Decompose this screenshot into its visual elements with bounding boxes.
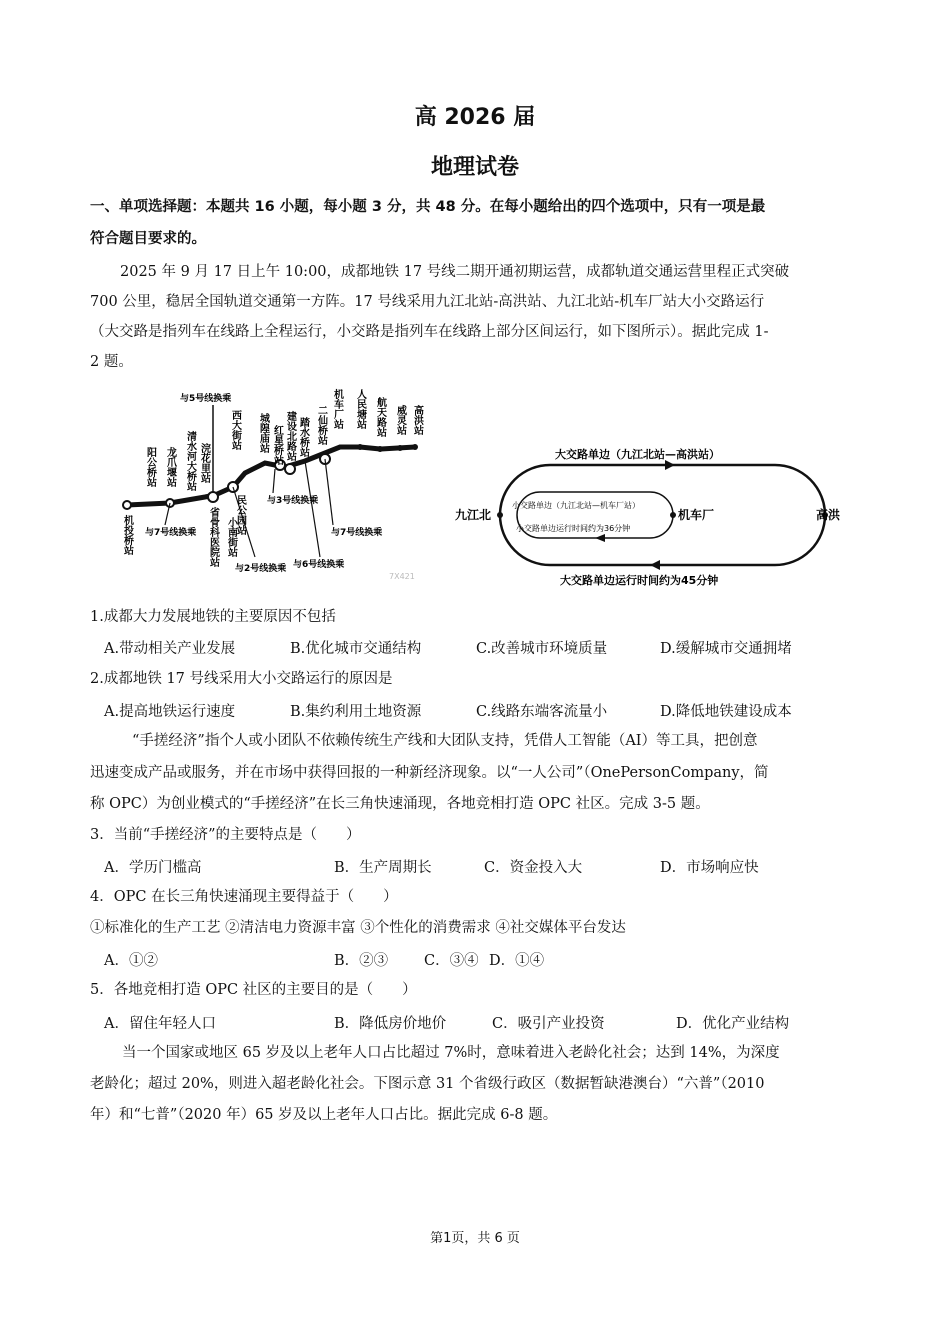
section-heading-line2: 符合题目要求的。: [90, 231, 206, 247]
exam-subtitle: 地理试卷: [430, 155, 519, 180]
passage3-line2: 老龄化；超过 20%，则进入超老龄化社会。下图示意 31 个省级行政区（数据暂缺港澳台）“六普”（2010: [90, 1076, 765, 1092]
arrow-icon: [650, 560, 660, 570]
question-5-stem: 5．各地竞相打造 OPC 社区的主要目的是（ ）: [90, 982, 417, 998]
map-watermark: 7X421: [389, 572, 415, 581]
big-route-label: 大交路单边（九江北站—高洪站）: [555, 448, 720, 461]
option-d[interactable]: D．优化产业结构: [676, 1016, 790, 1032]
station-label: 航天路站: [374, 397, 386, 437]
transfer-label-line6: 与6号线换乘: [293, 560, 345, 570]
station-label: 二仙桥站: [315, 405, 327, 445]
station-marker: [377, 446, 383, 452]
station-label: 民公园站: [234, 495, 246, 535]
arrow-icon: [595, 534, 605, 542]
transfer-label-line5: 与5号线换乘: [180, 394, 232, 404]
question-2-stem: 2.成都地铁 17 号线采用大小交路运行的原因是: [90, 671, 393, 687]
station-jichechang: 机车厂: [678, 508, 715, 522]
station-marker: [497, 512, 503, 518]
transfer-label-line7b: 与7号线换乘: [331, 528, 383, 538]
transfer-line-7b: [325, 459, 333, 525]
option-a[interactable]: A．①②: [104, 953, 158, 969]
question-4-items: ①标准化的生产工艺 ②清洁电力资源丰富 ③个性化的消费需求 ④社交媒体平台发达: [90, 920, 626, 936]
option-a[interactable]: A．留住年轻人口: [104, 1016, 216, 1032]
big-route-loop: [500, 465, 825, 565]
option-d[interactable]: D．①④: [489, 953, 545, 969]
station-label: 建设北路站: [284, 411, 296, 461]
station-marker: [208, 492, 218, 502]
passage1-line4: 2 题。: [90, 354, 133, 370]
small-route-time: 小交路单边运行时间约为36分钟: [516, 524, 631, 533]
exam-title: 高 2026 届: [414, 105, 536, 130]
station-label: 清水河大桥站: [184, 431, 196, 491]
station-label: 省骨科医院站: [207, 507, 219, 567]
option-b[interactable]: B.集约利用土地资源: [290, 704, 422, 720]
station-label: 小南街站: [225, 517, 237, 557]
big-route-time: 大交路单边运行时间约为45分钟: [560, 574, 719, 587]
station-jiujiangbei: 九江北: [455, 508, 492, 522]
station-label: 城隍庙站: [257, 413, 269, 453]
transfer-label-line2: 与2号线换乘: [235, 564, 287, 574]
passage2-line1: “手搓经济”指个人或小团队不依赖传统生产线和大团队支持，凭借人工智能（AI）等工具，把创意: [132, 733, 758, 749]
option-d[interactable]: D.降低地铁建设成本: [660, 704, 792, 720]
transfer-label-line7: 与7号线换乘: [145, 528, 197, 538]
option-c[interactable]: C．资金投入大: [484, 860, 583, 876]
arrow-icon: [665, 460, 675, 470]
transfer-line-6: [305, 461, 320, 557]
option-a[interactable]: A．学历门槛高: [104, 860, 202, 876]
station-label: 西大街站: [229, 410, 241, 450]
route-diagram: [450, 440, 850, 590]
option-c[interactable]: C．吸引产业投资: [492, 1016, 605, 1032]
option-b[interactable]: B．②③: [334, 953, 389, 969]
option-a[interactable]: A.提高地铁运行速度: [104, 704, 236, 720]
question-1-stem: 1.成都大力发展地铁的主要原因不包括: [90, 609, 336, 625]
station-gaohong: 高洪: [816, 508, 841, 522]
section-heading-line1: 一、单项选择题：本题共 16 小题，每小题 3 分，共 48 分。在每小题给出的四个选项中，只有一项是最: [90, 199, 766, 215]
station-marker: [357, 444, 363, 450]
station-marker: [670, 512, 676, 518]
station-label: 红星桥站: [271, 425, 283, 465]
station-label: 机投桥站: [121, 515, 133, 555]
station-marker: [397, 445, 403, 451]
small-route-label: 小交路单边（九江北站—机车厂站）: [512, 501, 640, 510]
station-marker: [123, 501, 131, 509]
passage3-line3: 年）和“七普”（2020 年）65 岁及以上老年人口占比。据此完成 6-8 题。: [90, 1107, 558, 1123]
passage3-line1: 当一个国家或地区 65 岁及以上老年人口占比超过 7%时，意味着进入老龄化社会；达到 14%，为深度: [122, 1045, 780, 1061]
option-b[interactable]: B.优化城市交通结构: [290, 641, 422, 657]
option-c[interactable]: C.改善城市环境质量: [476, 641, 608, 657]
station-label: 龙爪堰站: [164, 447, 176, 487]
option-a[interactable]: A.带动相关产业发展: [104, 641, 236, 657]
station-marker: [412, 444, 418, 450]
station-label: 机车厂站: [331, 389, 343, 429]
transfer-label-line3: 与3号线换乘: [267, 496, 319, 506]
option-d[interactable]: D．市场响应快: [660, 860, 759, 876]
page-number: 第1页，共 6 页: [430, 1231, 520, 1246]
station-label: 阳公桥站: [144, 447, 156, 487]
option-b[interactable]: B．降低房价地价: [334, 1016, 447, 1032]
passage2-line2: 迅速变成产品或服务，并在市场中获得回报的一种新经济现象。以“一人公司”（OnePersonCompany，简: [90, 765, 769, 781]
option-b[interactable]: B．生产周期长: [334, 860, 432, 876]
option-c[interactable]: C．③④: [424, 953, 479, 969]
passage2-line3: 称 OPC）为创业模式的“手搓经济”在长三角快速涌现，各地竞相打造 OPC 社区。完成 3-5 题。: [90, 796, 710, 812]
station-label: 人民塘站: [354, 389, 366, 429]
passage1-line1: 2025 年 9 月 17 日上午 10:00，成都地铁 17 号线二期开通初期运营，成都轨道交通运营里程正式突破: [120, 264, 790, 280]
passage1-line2: 700 公里，稳居全国轨道交通第一方阵。17 号线采用九江北站-高洪站、九江北站-机车厂站大小交路运行: [90, 294, 765, 310]
transfer-line-3: [273, 469, 275, 493]
station-label: 高洪站: [411, 405, 423, 435]
passage1-line3: （大交路是指列车在线路上全程运行，小交路是指列车在线路上部分区间运行，如下图所示）。据此完成 1-: [90, 324, 769, 340]
question-3-stem: 3．当前“手搓经济”的主要特点是（ ）: [90, 827, 361, 843]
station-label: 浣花里站: [198, 443, 210, 483]
question-4-stem: 4．OPC 在长三角快速涌现主要得益于（ ）: [90, 889, 398, 905]
option-d[interactable]: D.缓解城市交通拥堵: [660, 641, 792, 657]
station-marker: [285, 464, 295, 474]
metro-line-map: [115, 385, 435, 590]
station-label: 威灵站: [394, 405, 406, 435]
station-label: 踏水桥站: [297, 417, 309, 457]
option-c[interactable]: C.线路东端客流量小: [476, 704, 608, 720]
